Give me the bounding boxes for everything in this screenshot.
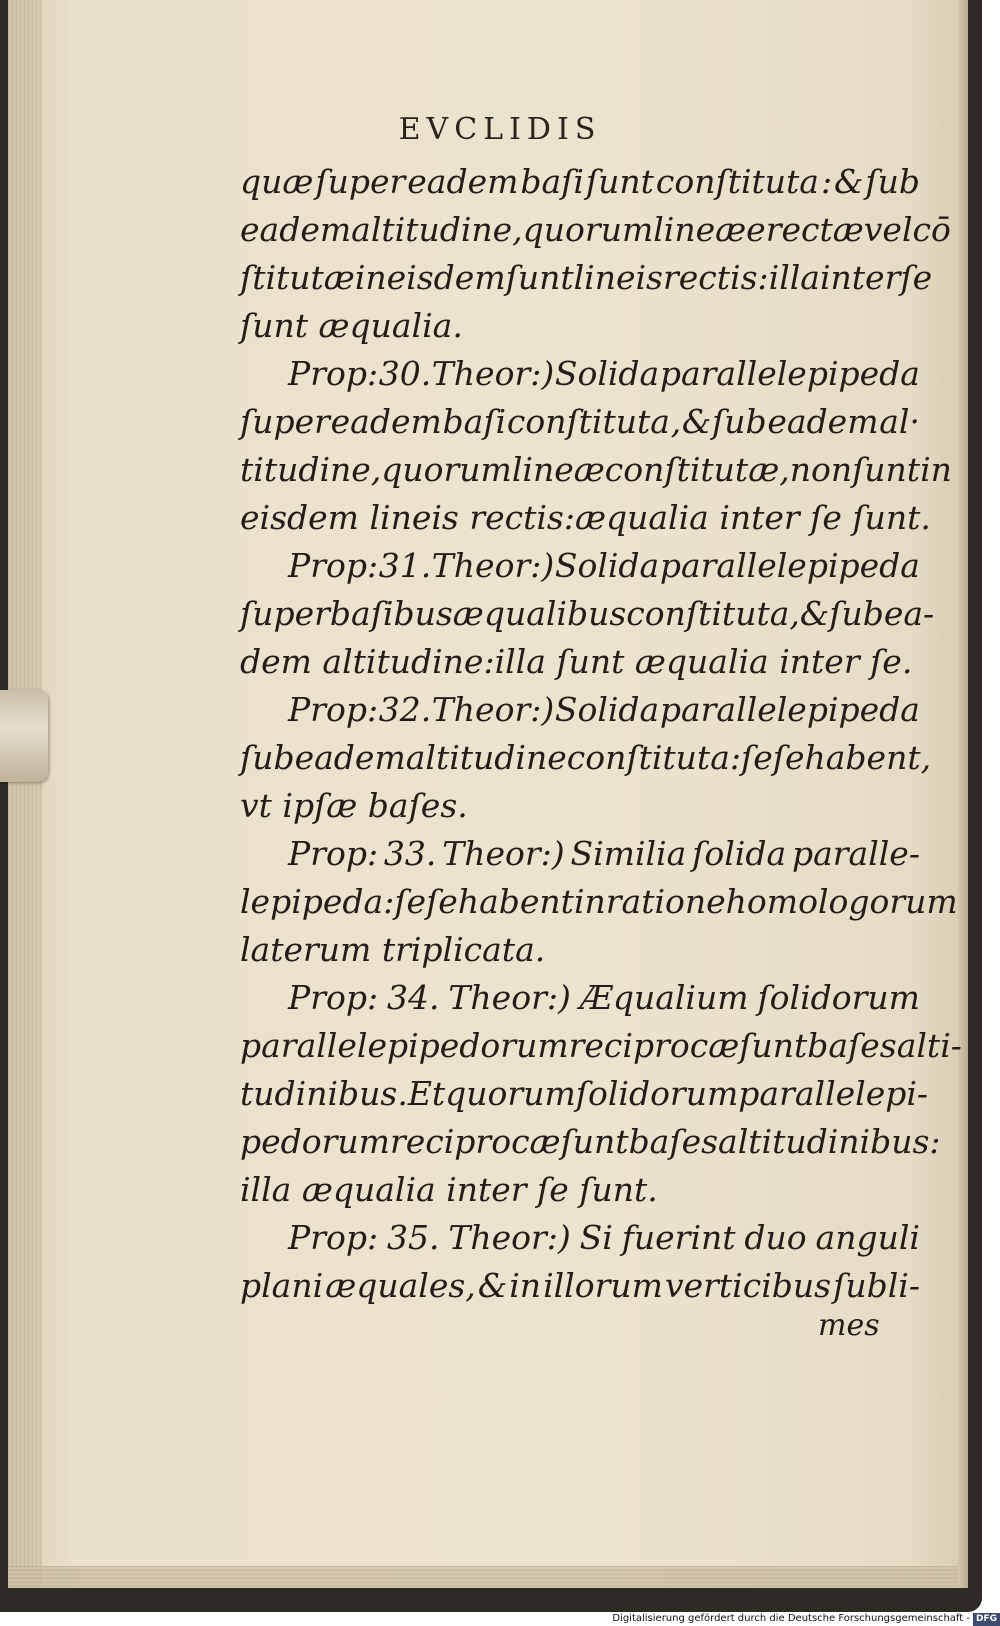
word: æquales,: [325, 1266, 476, 1305]
word: Si: [579, 1218, 613, 1257]
word: cō: [912, 210, 951, 249]
word: inter: [819, 258, 901, 297]
text-line: vt ipſæ baſes.: [240, 786, 468, 825]
page-edges-left: [8, 0, 42, 1588]
word: ſunt: [739, 1026, 808, 1065]
word: 35.: [386, 1218, 440, 1257]
word: Prop:: [288, 1218, 379, 1257]
word: ,: [670, 402, 682, 441]
text-line: laterum triplicata.: [240, 930, 546, 969]
text-line: illa æqualia inter ſe ſunt.: [240, 1170, 658, 1209]
word: reciprocæ: [568, 1026, 740, 1065]
word: &: [681, 402, 712, 441]
word: Similia: [570, 834, 687, 873]
word: ſub: [829, 594, 884, 633]
word: homologorum: [725, 882, 958, 921]
word: lepipeda:ſeſe: [240, 882, 458, 921]
text-line: [240, 686, 920, 734]
word: plani: [240, 1266, 324, 1305]
text-line: [240, 1214, 920, 1262]
word: altitudine: [405, 738, 567, 777]
word: conſtituta: [506, 402, 670, 441]
word: ſunt: [852, 450, 921, 489]
word: in: [573, 882, 606, 921]
word: Prop:: [288, 834, 379, 873]
text-line: [240, 398, 920, 446]
word: alti-: [896, 1026, 962, 1065]
word: parallelepipeda: [659, 354, 920, 393]
word: paralle-: [791, 834, 920, 873]
word: lineæ: [653, 210, 747, 249]
text-line: dem altitudine:illa ſunt æqualia inter ſe.: [240, 642, 913, 681]
word: &: [834, 162, 864, 201]
footer-text: Digitalisierung gefördert durch die Deutsche Forschungsgemeinschaft -: [612, 1613, 970, 1624]
text-line: [240, 542, 920, 590]
word: conſtituta,&: [626, 594, 830, 633]
word: æqualibus: [452, 594, 627, 633]
word: eadem: [767, 402, 879, 441]
word: conſtitutæ,non: [604, 450, 853, 489]
word: 31.: [378, 546, 432, 585]
word: ſub: [865, 162, 920, 201]
word: baſes: [807, 1026, 897, 1065]
word: ſubli-: [833, 1266, 920, 1305]
word: Prop:: [288, 546, 379, 585]
word: al·: [879, 402, 920, 441]
word: tudinibus.: [240, 1074, 408, 1113]
word: in: [920, 450, 952, 489]
word: parallelepi-: [738, 1074, 929, 1113]
text-line: [240, 446, 952, 494]
text-line: [240, 254, 933, 302]
word: parallelepipedorum: [240, 1026, 569, 1065]
word: Theor:): [442, 834, 565, 873]
digitization-footer: [580, 1612, 1000, 1625]
text-line: [240, 974, 920, 1022]
word: Solida: [554, 546, 660, 585]
word: ſuper: [240, 402, 330, 441]
page-edges-bottom: [8, 1566, 966, 1588]
word: Theor:): [431, 546, 555, 585]
word: ſeſe: [740, 738, 805, 777]
word: ſunt: [505, 258, 574, 297]
word: Theor:): [448, 978, 571, 1017]
word: habent,: [804, 738, 932, 777]
word: lineæ: [511, 450, 605, 489]
word: altitudinibus:: [718, 1122, 941, 1161]
text-line: [240, 830, 920, 878]
word: 32.: [378, 690, 432, 729]
word: Solida: [554, 690, 660, 729]
word: duo: [744, 1218, 807, 1257]
word: in: [509, 1266, 542, 1305]
word: ſub: [712, 402, 767, 441]
text-line: ſunt æqualia.: [240, 306, 463, 345]
word: eadem: [294, 738, 406, 777]
text-line: [240, 734, 932, 782]
text-line: eisdem lineis rectis:æqualia inter ſe ſunt.: [240, 498, 931, 537]
word: fuerint: [621, 1218, 736, 1257]
word: altitudine,: [351, 210, 523, 249]
word: ſub: [240, 738, 295, 777]
word: quorum: [445, 1074, 576, 1113]
text-line: [240, 1118, 941, 1166]
word: titudine,quorum: [240, 450, 512, 489]
text-line: [240, 350, 920, 398]
word: in: [354, 258, 387, 297]
running-head: EVCLIDIS: [398, 112, 602, 147]
word: eadem: [240, 210, 352, 249]
word: reciprocæ: [389, 1122, 561, 1161]
word: parallelepipeda: [659, 546, 920, 585]
word: erectæ: [746, 210, 864, 249]
catchword: mes: [818, 1308, 880, 1343]
word: conſtituta: [655, 162, 819, 201]
word: baſi: [520, 162, 584, 201]
word: verticibus: [664, 1266, 832, 1305]
word: ea-: [883, 594, 935, 633]
word: habent: [457, 882, 574, 921]
word: ſolida: [692, 834, 787, 873]
text-line: [240, 1070, 929, 1118]
word: Prop:: [288, 354, 379, 393]
word: vel: [863, 210, 913, 249]
word: rectis:illa: [662, 258, 820, 297]
word: Prop:: [288, 978, 379, 1017]
text-line: [240, 878, 958, 926]
word: baſi: [442, 402, 507, 441]
word: conſtituta:: [566, 738, 741, 777]
text-line: [240, 158, 920, 206]
word: ſe: [900, 258, 933, 297]
word: baſes: [628, 1122, 719, 1161]
word: anguli: [815, 1218, 920, 1257]
word: 34.: [387, 978, 440, 1017]
word: 33.: [383, 834, 437, 873]
word: ſunt: [585, 162, 654, 201]
word: quorum: [522, 210, 654, 249]
word: lineis: [573, 258, 663, 297]
text-line: [240, 1262, 920, 1310]
word: ſunt: [560, 1122, 629, 1161]
page-edge-right: [958, 0, 968, 1588]
word: Theor:): [431, 354, 555, 393]
word: ſuper: [315, 162, 406, 201]
word: Æqualium: [579, 978, 749, 1017]
text-line: [240, 1022, 962, 1070]
word: Theor:): [448, 1218, 571, 1257]
word: Prop:: [288, 690, 379, 729]
word: Solida: [554, 354, 660, 393]
book-clasp: [0, 690, 48, 782]
word: eadem: [330, 402, 442, 441]
word: Et: [407, 1074, 446, 1113]
word: ſolidorum: [575, 1074, 739, 1113]
word: :: [820, 162, 833, 201]
word: 30.: [378, 354, 432, 393]
word: eisdem: [386, 258, 506, 297]
word: ſolidorum: [757, 978, 920, 1017]
word: &: [477, 1266, 508, 1305]
word: illorum: [543, 1266, 663, 1305]
word: quæ: [240, 162, 314, 201]
text-block: [240, 158, 962, 1310]
text-line: [240, 206, 951, 254]
word: ſuper: [240, 594, 330, 633]
word: Theor:): [431, 690, 555, 729]
word: ratione: [605, 882, 726, 921]
dfg-logo: DFG: [973, 1613, 1000, 1626]
word: parallelepipeda: [659, 690, 920, 729]
word: eadem: [407, 162, 519, 201]
word: ſtitutæ: [240, 258, 355, 297]
text-line: [240, 590, 935, 638]
word: pedorum: [240, 1122, 390, 1161]
word: baſibus: [329, 594, 453, 633]
